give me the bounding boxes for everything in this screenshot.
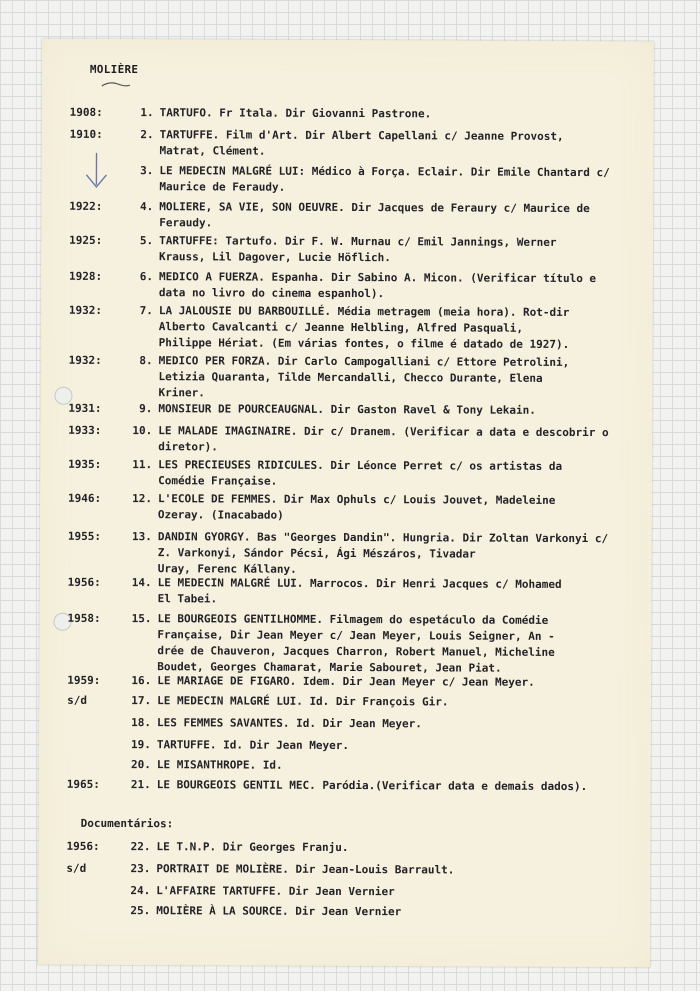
entry-number: 22. <box>130 840 151 854</box>
filmography-entry <box>41 303 653 351</box>
filmography-entry <box>39 777 651 794</box>
filmography-entry <box>41 233 653 265</box>
entry-text: MEDICO PER FORZA. Dir Carlo Campogalliani c/ Ettore Petrolini, Letizia Quaranta, Tilde Mercandalli, Checco Durante, Elena Kriner. <box>158 354 570 400</box>
filmography-entry <box>39 737 651 753</box>
entry-year: 1958: <box>67 611 101 625</box>
entry-number: 2. <box>140 128 154 142</box>
filmography-entry <box>42 127 654 158</box>
entry-number: 13. <box>131 530 152 544</box>
filmography-entry <box>38 903 650 919</box>
entry-text: LE MEDECIN MALGRÉ LUI: Médico à Força. Eclair. Dir Emile Chantard c/ Maurice de Feraudy. <box>159 164 610 194</box>
entry-year: 1928: <box>68 269 103 283</box>
filmography-entry <box>39 693 651 709</box>
filmography-entry <box>40 423 652 454</box>
entry-text: L'ECOLE DE FEMMES. Dir Max Ophuls c/ Louis Jouvet, Madeleine Ozeray. (Inacabado) <box>157 492 556 522</box>
documentaries-section-label: Documentários: <box>80 816 174 831</box>
entry-number: 6. <box>139 270 154 284</box>
entry-number: 9. <box>139 402 153 416</box>
entry-year: 1908: <box>69 105 103 119</box>
entry-year: s/d <box>66 861 87 875</box>
filmography-entry <box>41 163 653 194</box>
filmography-entry <box>42 105 654 121</box>
entry-year: 1955: <box>67 529 102 543</box>
entry-text: TARTUFO. Fr Itala. Dir Giovanni Pastrone. <box>159 106 432 121</box>
entry-year: 1946: <box>67 491 102 505</box>
typed-sheet <box>38 39 654 968</box>
filmography-entry <box>39 757 651 772</box>
entry-year: s/d <box>67 693 88 707</box>
filmography-entry <box>41 353 653 400</box>
entry-year: 1956: <box>67 575 101 589</box>
entry-year: 1959: <box>67 673 101 687</box>
entry-number: 21. <box>130 778 151 792</box>
entry-number: 19. <box>131 738 151 752</box>
entry-number: 3. <box>140 164 154 178</box>
entry-number: 11. <box>132 458 153 472</box>
entry-text: LE BOURGEOIS GENTILHOMME. Filmagem do espetáculo da Comédie Française, Dir Jean Meyer c/ Jean Meyer, Louis Seigner, An - drée de Chauveron, Jacques Charron, Robert Manuel, Micheline Boudet, Georges Chamarat, Marie Sabouret, Jean Piat. <box>157 612 555 675</box>
entry-number: 1. <box>140 106 154 120</box>
entry-number: 18. <box>131 716 152 730</box>
entry-text: LES PRECIEUSES RIDICULES. Dir Léonce Perret c/ os artistas da Comédie Française. <box>158 458 563 488</box>
filmography-entry <box>39 839 651 855</box>
filmography-entry <box>41 269 653 301</box>
entry-text: PORTRAIT DE MOLIÈRE. Dir Jean-Louis Barrault. <box>156 862 455 877</box>
entry-text: LA JALOUSIE DU BARBOUILLÉ. Média metragem (meia hora). Rot-dir Alberto Cavalcanti c/ Jeanne Helbling, Alfred Pasquali, Philippe Hériat. (Em várias fontes, o filme é datado de 1927). <box>158 304 570 351</box>
pen-underline-mark <box>100 79 132 89</box>
entry-text: LES FEMMES SAVANTES. Id. Dir Jean Meyer. <box>157 716 422 731</box>
entry-number: 23. <box>130 862 151 876</box>
entry-year: 1965: <box>66 777 100 791</box>
entry-year: 1931: <box>68 401 102 415</box>
entry-number: 7. <box>139 304 153 318</box>
entry-year: 1932: <box>68 353 102 367</box>
entry-number: 4. <box>140 200 154 214</box>
entry-text: LE MISANTHROPE. Id. <box>156 758 283 772</box>
entry-number: 15. <box>131 612 152 626</box>
entry-text: LE BOURGEOIS GENTIL MEC. Paródia.(Verificar data e demais dados). <box>156 778 588 794</box>
entry-number: 20. <box>130 758 151 772</box>
entry-text: LE MEDECIN MALGRÉ LUI. Id. Dir François Gir. <box>157 694 449 709</box>
entry-text: MOLIERE, SA VIE, SON OEUVRE. Dir Jacques de Feraury c/ Maurice de Feraudy. <box>159 200 590 230</box>
entry-year: 1956: <box>66 839 100 853</box>
entry-year: 1922: <box>69 199 103 213</box>
entry-year: 1925: <box>69 233 103 247</box>
entry-number: 14. <box>131 576 152 590</box>
document-heading: MOLIÈRE <box>89 62 139 77</box>
entry-text: TARTUFFE: Tartufo. Dir F. W. Murnau c/ Emil Jannings, Werner Krauss, Lil Dagover, Lucie Höflich. <box>159 234 557 265</box>
entry-number: 25. <box>130 904 151 918</box>
filmography-entry <box>40 529 652 576</box>
entry-text: TARTUFFE. Film d'Art. Dir Albert Capellani c/ Jeanne Provost, Matrat, Clément. <box>159 128 564 158</box>
filmography-entry <box>40 611 652 675</box>
entry-number: 17. <box>131 694 152 708</box>
filmography-entry <box>41 199 653 230</box>
entry-text: LE MALADE IMAGINAIRE. Dir c/ Dranem. (Verificar a data e descobrir o diretor). <box>158 424 609 454</box>
entry-number: 5. <box>139 234 154 248</box>
filmography-entry <box>38 883 650 899</box>
filmography-entry <box>40 491 652 522</box>
entry-number: 16. <box>131 674 152 688</box>
filmography-entry <box>40 457 652 488</box>
entry-text: TARTUFFE. Id. Dir Jean Meyer. <box>156 738 350 753</box>
entry-text: LE MARIAGE DE FIGARO. Idem. Dir Jean Meyer c/ Jean Meyer. <box>157 674 535 689</box>
handwritten-arrow-icon <box>81 151 111 191</box>
entry-text: LE MEDECIN MALGRÉ LUI. Marrocos. Dir Henri Jacques c/ Mohamed El Tabei. <box>157 576 562 606</box>
entry-number: 12. <box>132 492 153 506</box>
entry-year: 1933: <box>68 423 102 437</box>
entry-year: 1910: <box>69 127 103 141</box>
entry-text: MOLIÈRE À LA SOURCE. Dir Jean Vernier <box>156 904 402 919</box>
entry-text: MEDICO A FUERZA. Espanha. Dir Sabino A. Micon. (Verificar título e data no livro do cinema espanhol). <box>158 270 597 301</box>
entry-text: LE T.N.P. Dir Georges Franju. <box>156 840 349 855</box>
entry-year: 1935: <box>68 457 102 471</box>
filmography-entry <box>39 715 651 731</box>
entry-year: 1932: <box>68 303 102 317</box>
entry-text: DANDIN GYORGY. Bas "Georges Dandin". Hungria. Dir Zoltan Varkonyi c/ Z. Varkonyi, Sándor Pécsi, Ági Mészáros, Tivadar Uray, Ferenc Kállany. <box>157 530 609 576</box>
entry-number: 24. <box>130 884 151 898</box>
entry-text: L'AFFAIRE TARTUFFE. Dir Jean Vernier <box>156 884 395 899</box>
entry-number: 10. <box>132 424 153 438</box>
filmography-entry <box>38 861 650 877</box>
entry-text: MONSIEUR DE POURCEAUGNAL. Dir Gaston Ravel & Tony Lekain. <box>158 402 536 417</box>
entry-number: 8. <box>139 354 153 368</box>
